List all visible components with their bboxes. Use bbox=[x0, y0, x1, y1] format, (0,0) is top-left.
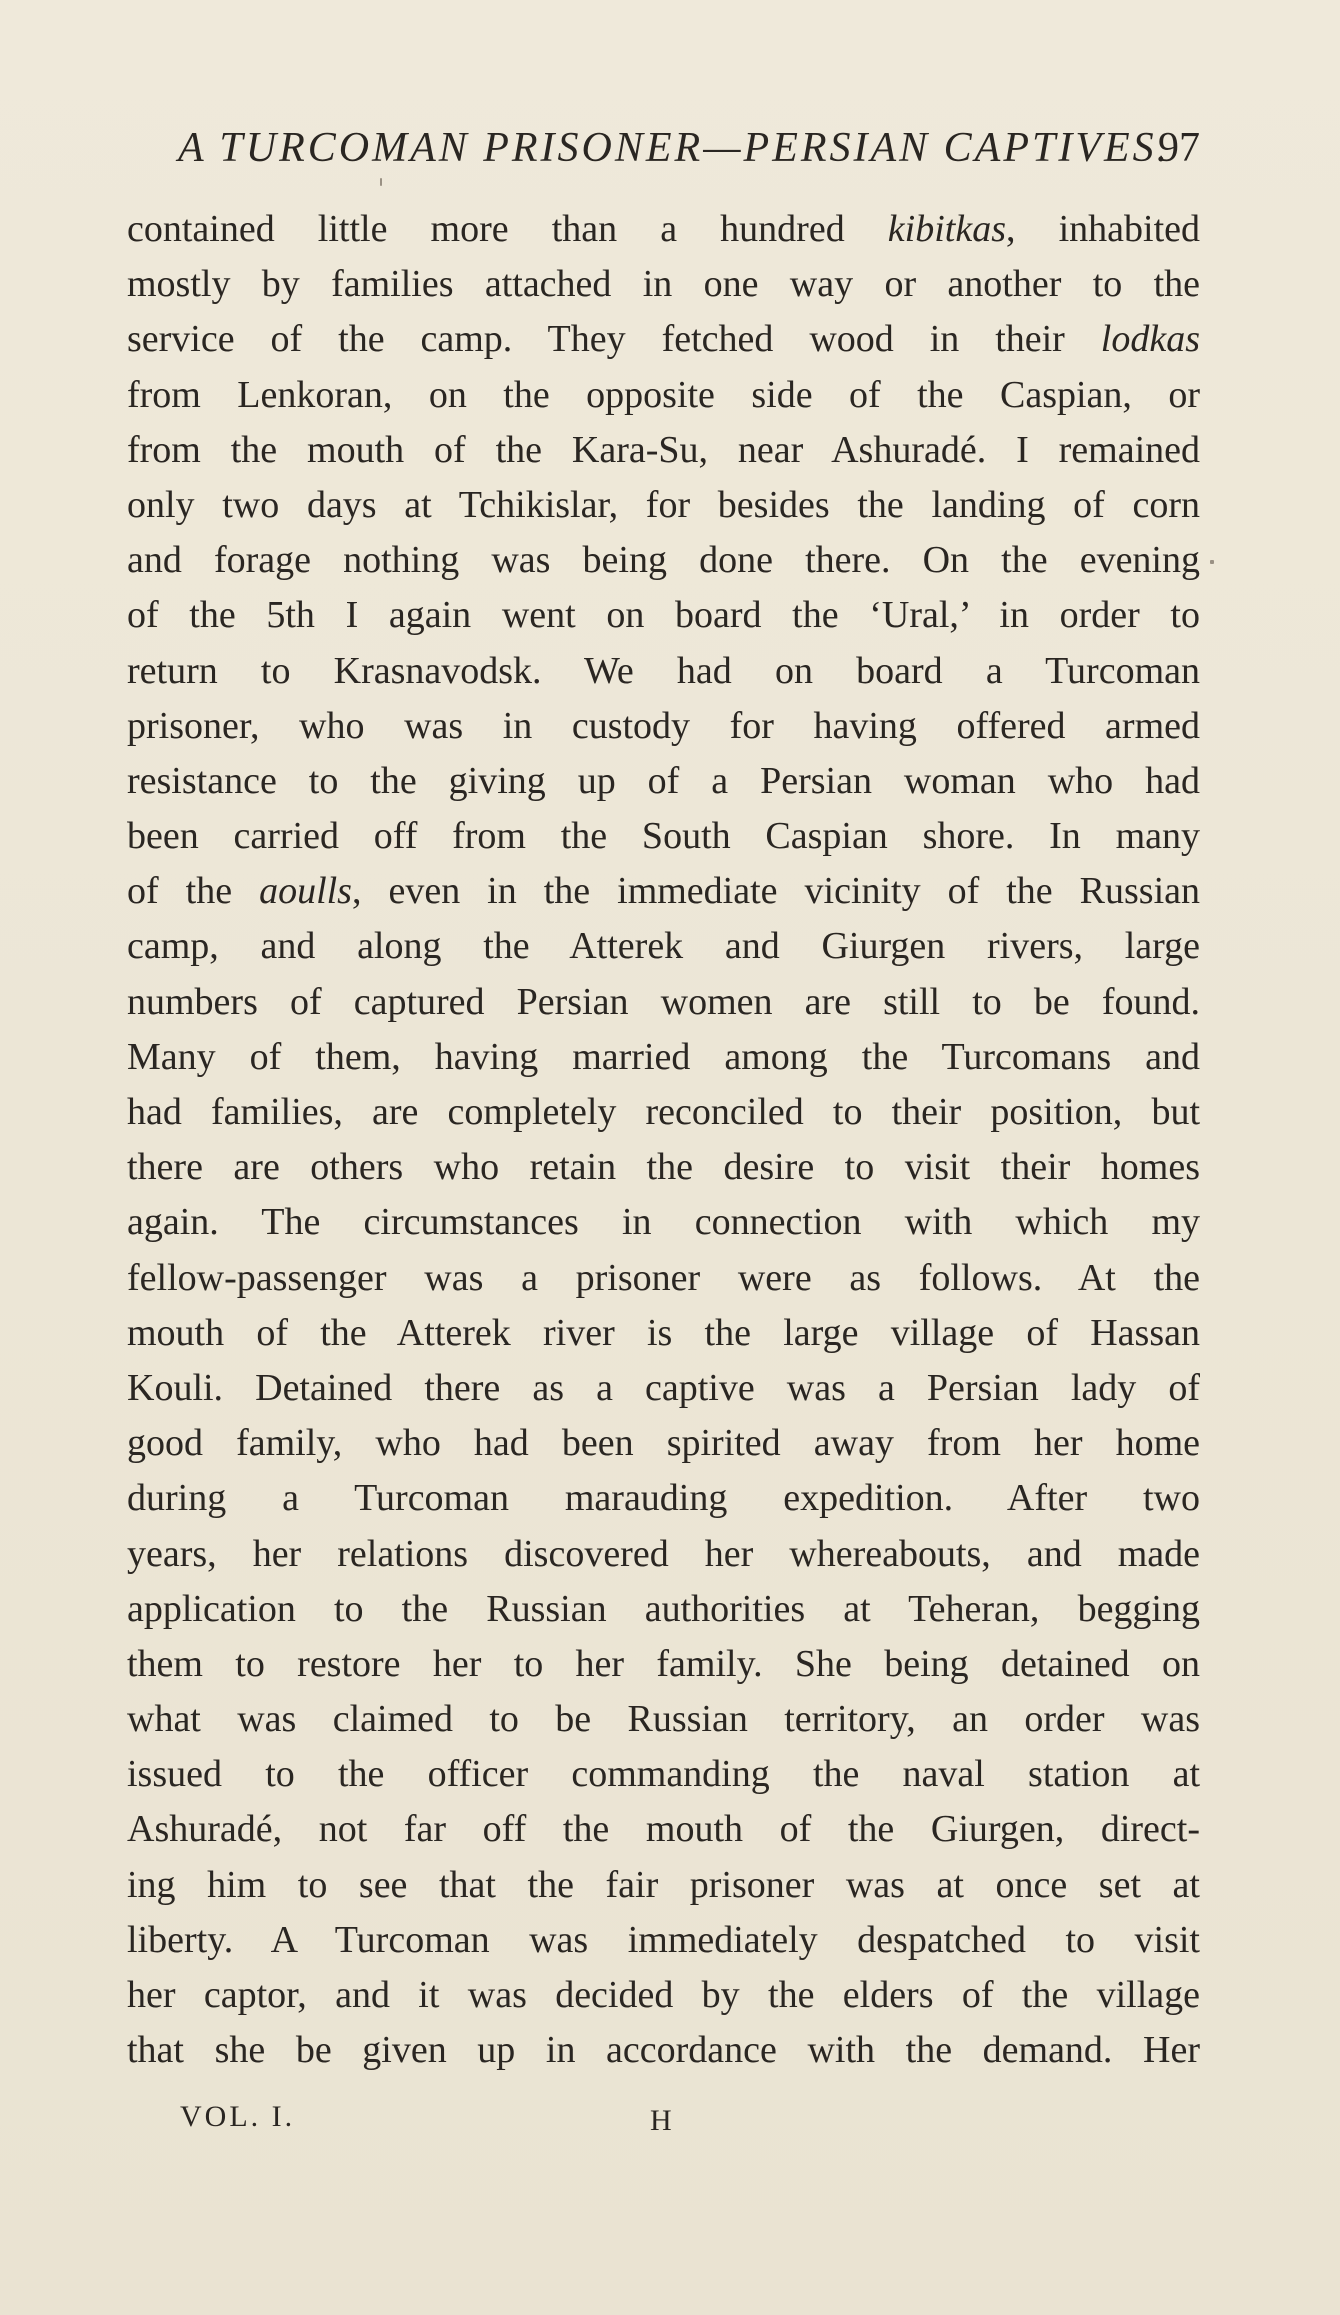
text-line bbox=[127, 1692, 1200, 1747]
text-segment: from the mouth of the Kara-Su, near Ashuradé. I remained bbox=[127, 428, 1200, 471]
text-line bbox=[127, 2023, 1200, 2078]
text-segment: that she be given up in accordance with the demand. Her bbox=[127, 2029, 1200, 2072]
text-line bbox=[127, 1195, 1200, 1250]
text-segment: her captor, and it was decided by the elders of the village bbox=[127, 1974, 1200, 2016]
text-line bbox=[127, 809, 1200, 864]
text-segment: during a Turcoman marauding expedition. After two bbox=[127, 1477, 1200, 1520]
text-line bbox=[127, 588, 1200, 643]
paper-speck bbox=[380, 178, 382, 186]
text-segment: Ashuradé, not far off the mouth of the Giurgen, direct- bbox=[127, 1808, 1200, 1851]
italic-term: aoulls bbox=[259, 870, 352, 913]
text-segment: service of the camp. They fetched wood in their bbox=[127, 318, 1101, 361]
text-line bbox=[127, 1858, 1200, 1913]
text-line bbox=[127, 478, 1200, 533]
text-line bbox=[127, 754, 1200, 809]
text-segment: had families, are completely reconciled to their position, but bbox=[127, 1091, 1200, 1133]
text-line bbox=[127, 202, 1200, 257]
text-segment: contained little more than a hundred bbox=[127, 208, 888, 250]
text-segment: resistance to the giving up of a Persian woman who had bbox=[127, 759, 1200, 802]
text-segment: Kouli. Detained there as a captive was a Persian lady of bbox=[127, 1366, 1200, 1409]
text-segment: prisoner, who was in custody for having offered armed bbox=[127, 704, 1200, 747]
text-line bbox=[127, 975, 1200, 1030]
body-text bbox=[127, 202, 1200, 2078]
text-segment: mostly by families attached in one way or another to the bbox=[127, 263, 1200, 306]
text-segment: there are others who retain the desire to visit their homes bbox=[127, 1146, 1200, 1189]
paper-speck bbox=[1210, 560, 1214, 564]
text-line bbox=[127, 1140, 1200, 1195]
text-segment: camp, and along the Atterek and Giurgen rivers, large bbox=[127, 925, 1200, 968]
text-segment: been carried off from the South Caspian shore. In many bbox=[127, 815, 1200, 858]
text-segment: fellow-passenger was a prisoner were as follows. At the bbox=[127, 1256, 1200, 1299]
text-line bbox=[127, 644, 1200, 699]
text-line bbox=[127, 1361, 1200, 1416]
text-segment: and forage nothing was being done there. On the evening bbox=[127, 539, 1200, 582]
text-line bbox=[127, 699, 1200, 754]
text-line bbox=[127, 1968, 1200, 2023]
text-line bbox=[127, 1747, 1200, 1802]
text-line bbox=[127, 257, 1200, 312]
running-head: A TURCOMAN PRISONER—PERSIAN CAPTIVES. bbox=[178, 125, 1171, 171]
text-line bbox=[127, 1306, 1200, 1361]
text-line bbox=[127, 864, 1200, 919]
text-segment: years, her relations discovered her whereabouts, and made bbox=[127, 1532, 1200, 1575]
text-line bbox=[127, 423, 1200, 478]
text-segment: application to the Russian authorities at Teheran, begging bbox=[127, 1587, 1200, 1630]
italic-term: lodkas bbox=[1100, 318, 1200, 361]
text-segment: again. The circumstances in connection with which my bbox=[127, 1201, 1200, 1244]
text-line bbox=[127, 1527, 1200, 1582]
volume-label: VOL. I. bbox=[180, 2100, 296, 2133]
text-segment: of the 5th I again went on board the ‘Ural,’ in order to bbox=[127, 594, 1200, 637]
text-segment: what was claimed to be Russian territory, an order was bbox=[127, 1698, 1200, 1741]
text-line bbox=[127, 533, 1200, 588]
text-segment: good family, who had been spirited away from her home bbox=[127, 1422, 1200, 1465]
text-line bbox=[127, 312, 1200, 367]
page-footer bbox=[180, 2092, 1080, 2142]
text-segment: Many of them, having married among the Turcomans and bbox=[127, 1035, 1200, 1078]
text-segment: , even in the immediate vicinity of the Russian bbox=[351, 870, 1200, 913]
text-segment: only two days at Tchikislar, for besides the landing of corn bbox=[127, 483, 1200, 526]
text-segment: liberty. A Turcoman was immediately despatched to visit bbox=[127, 1918, 1200, 1961]
text-segment: of the bbox=[127, 870, 260, 913]
text-line bbox=[127, 1913, 1200, 1968]
text-line bbox=[127, 1085, 1200, 1140]
text-line bbox=[127, 368, 1200, 423]
text-line bbox=[127, 1471, 1200, 1526]
text-segment: from Lenkoran, on the opposite side of the Caspian, or bbox=[127, 373, 1200, 416]
page-header bbox=[170, 118, 1200, 178]
text-line bbox=[127, 1582, 1200, 1637]
text-line bbox=[127, 1637, 1200, 1692]
text-segment: , inhabited bbox=[1006, 208, 1200, 250]
italic-term: kibitkas bbox=[887, 208, 1006, 250]
text-segment: issued to the officer commanding the naval station at bbox=[127, 1753, 1200, 1796]
text-segment: them to restore her to her family. She being detained on bbox=[127, 1642, 1200, 1685]
text-segment: return to Krasnavodsk. We had on board a Turcoman bbox=[127, 649, 1200, 692]
text-line bbox=[127, 1416, 1200, 1471]
page-number: 97 bbox=[1158, 125, 1200, 171]
text-segment: ing him to see that the fair prisoner was at once set at bbox=[127, 1863, 1200, 1906]
signature-mark: H bbox=[650, 2104, 672, 2137]
text-line bbox=[127, 1802, 1200, 1857]
text-line bbox=[127, 1251, 1200, 1306]
text-segment: mouth of the Atterek river is the large village of Hassan bbox=[127, 1311, 1200, 1354]
text-segment: numbers of captured Persian women are still to be found. bbox=[127, 980, 1200, 1023]
text-line bbox=[127, 919, 1200, 974]
text-line bbox=[127, 1030, 1200, 1085]
